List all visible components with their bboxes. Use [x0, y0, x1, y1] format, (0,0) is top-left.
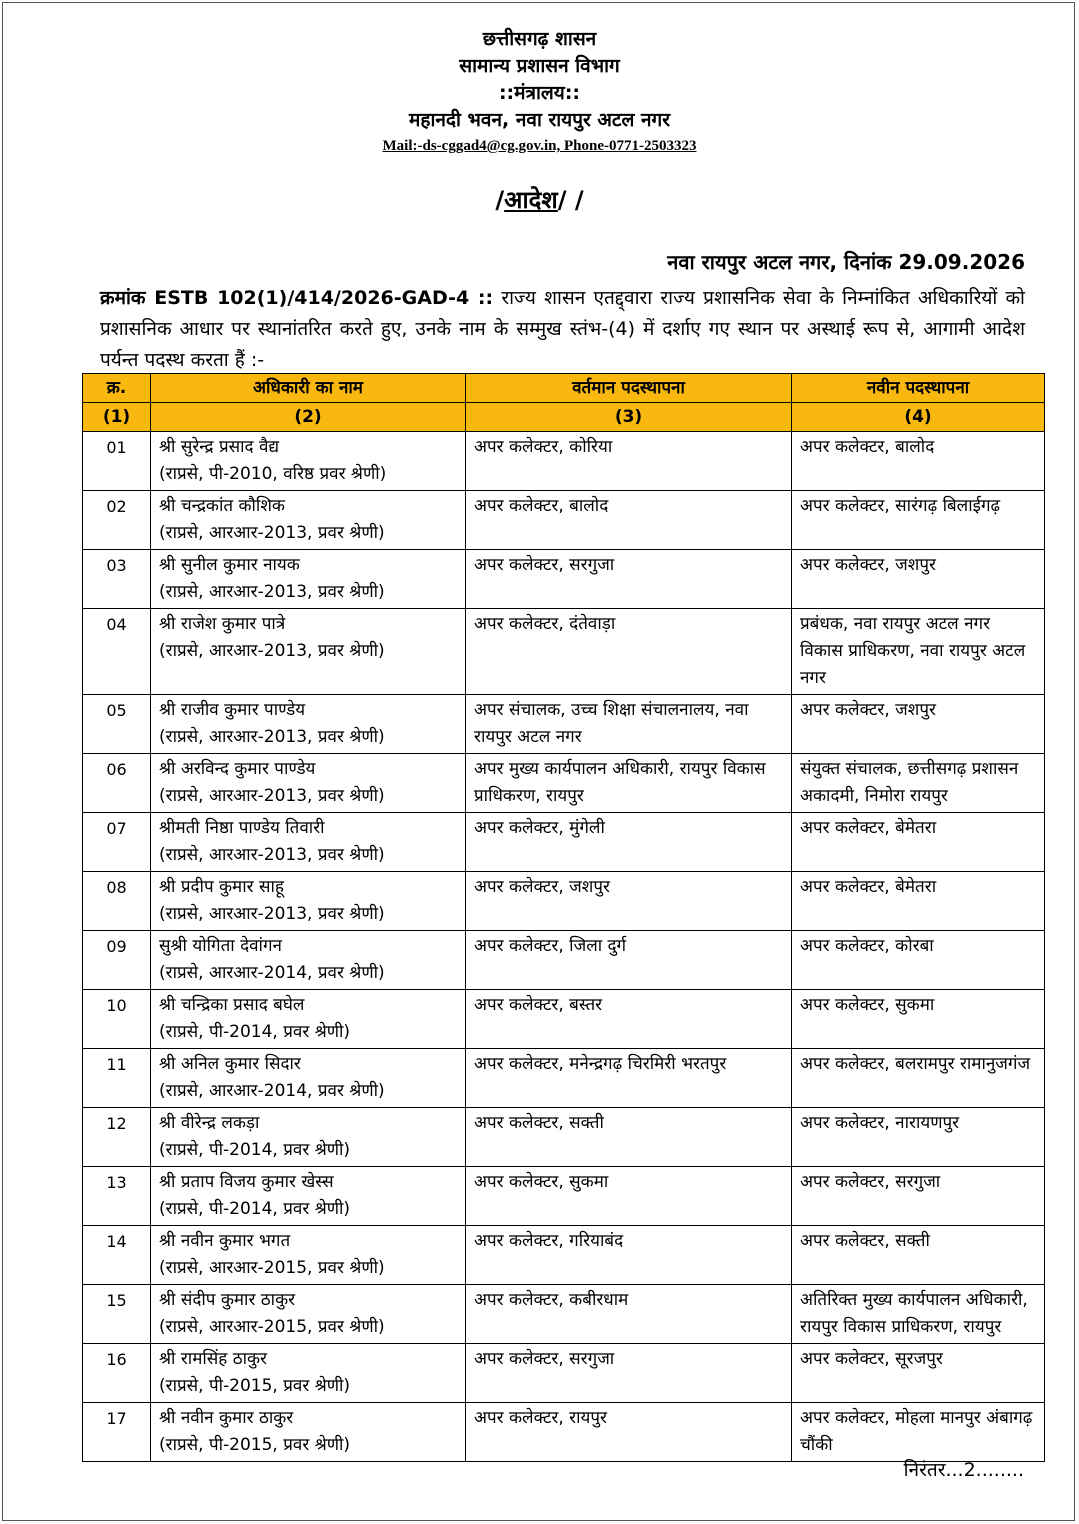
table-row — [83, 813, 1045, 872]
officer-name: श्री अरविन्द कुमार पाण्डेय — [159, 759, 316, 779]
row-officer — [151, 1403, 466, 1462]
row-new-posting: संयुक्त संचालक, छत्तीसगढ़ प्रशासन अकादमी, निमोरा रायपुर — [792, 754, 1045, 813]
row-sno: 13 — [83, 1167, 151, 1226]
row-sno: 12 — [83, 1108, 151, 1167]
row-new-posting: अपर कलेक्टर, सरगुजा — [792, 1167, 1045, 1226]
row-new-posting: अपर कलेक्टर, कोरबा — [792, 931, 1045, 990]
contact-info: Mail:-ds-cggad4@cg.gov.in, Phone-0771-2503323 — [382, 138, 697, 154]
row-current-posting: अपर मुख्य कार्यपालन अधिकारी, रायपुर विकास प्राधिकरण, रायपुर — [466, 754, 792, 813]
order-title-word: आदेश — [504, 186, 558, 214]
row-new-posting: अपर कलेक्टर, सारंगढ़ बिलाईगढ़ — [792, 491, 1045, 550]
row-current-posting: अपर कलेक्टर, सरगुजा — [466, 1344, 792, 1403]
row-new-posting: अपर कलेक्टर, जशपुर — [792, 550, 1045, 609]
row-officer — [151, 813, 466, 872]
department-name: सामान्य प्रशासन विभाग — [459, 55, 620, 77]
intro-text: राज्य शासन एतद्द्वारा राज्य प्रशासनिक सेवा के निम्नांकित अधिकारियों को प्रशासनिक आधार पर स्थानांतरित करते हुए, उनके नाम के सम्मुख स्तंभ-(4) में दर्शाए गए स्थान पर अस्थाई रूप से, आगामी आदेश पर्यन्त पदस्थ करता हैं :- — [100, 287, 1025, 371]
row-sno: 02 — [83, 491, 151, 550]
table-row — [83, 931, 1045, 990]
row-current-posting: अपर कलेक्टर, सक्ती — [466, 1108, 792, 1167]
row-sno: 09 — [83, 931, 151, 990]
officer-service: (राप्रसे, आरआर-2013, प्रवर श्रेणी) — [159, 641, 385, 661]
row-sno: 15 — [83, 1285, 151, 1344]
table-row — [83, 754, 1045, 813]
row-new-posting: अपर कलेक्टर, नारायणपुर — [792, 1108, 1045, 1167]
officer-service: (राप्रसे, आरआर-2013, प्रवर श्रेणी) — [159, 582, 385, 602]
row-current-posting: अपर कलेक्टर, सरगुजा — [466, 550, 792, 609]
govt-name: छत्तीसगढ़ शासन — [482, 28, 597, 50]
row-new-posting: अपर कलेक्टर, बलरामपुर रामानुजगंज — [792, 1049, 1045, 1108]
row-new-posting: अपर कलेक्टर, बेमेतरा — [792, 872, 1045, 931]
officer-service: (राप्रसे, पी-2014, प्रवर श्रेणी) — [159, 1199, 351, 1219]
officer-name: श्री राजेश कुमार पात्रे — [159, 614, 286, 634]
row-new-posting: अपर कलेक्टर, बालोद — [792, 432, 1045, 491]
row-officer — [151, 931, 466, 990]
officer-service: (राप्रसे, पी-2015, प्रवर श्रेणी) — [159, 1435, 351, 1455]
row-current-posting: अपर कलेक्टर, दंतेवाड़ा — [466, 609, 792, 695]
table-colnum-row — [83, 403, 1045, 432]
row-sno: 01 — [83, 432, 151, 491]
row-sno: 06 — [83, 754, 151, 813]
row-officer — [151, 1285, 466, 1344]
row-new-posting: अतिरिक्त मुख्य कार्यपालन अधिकारी, रायपुर विकास प्राधिकरण, रायपुर — [792, 1285, 1045, 1344]
row-current-posting: अपर कलेक्टर, बालोद — [466, 491, 792, 550]
officer-service: (राप्रसे, आरआर-2013, प्रवर श्रेणी) — [159, 523, 385, 543]
row-current-posting: अपर कलेक्टर, सुकमा — [466, 1167, 792, 1226]
order-title — [0, 183, 1079, 216]
row-current-posting: अपर कलेक्टर, जशपुर — [466, 872, 792, 931]
officer-service: (राप्रसे, आरआर-2014, प्रवर श्रेणी) — [159, 1081, 385, 1101]
table-row — [83, 550, 1045, 609]
row-new-posting: अपर कलेक्टर, जशपुर — [792, 695, 1045, 754]
row-new-posting: अपर कलेक्टर, सक्ती — [792, 1226, 1045, 1285]
officer-service: (राप्रसे, आरआर-2015, प्रवर श्रेणी) — [159, 1258, 385, 1278]
officer-service: (राप्रसे, आरआर-2013, प्रवर श्रेणी) — [159, 786, 385, 806]
officer-name: श्री सुनील कुमार नायक — [159, 555, 300, 575]
table-row — [83, 609, 1045, 695]
table-row — [83, 1049, 1045, 1108]
officer-name: श्री रामसिंह ठाकुर — [159, 1349, 267, 1369]
table-row — [83, 990, 1045, 1049]
row-officer — [151, 491, 466, 550]
row-officer — [151, 1108, 466, 1167]
table-row — [83, 872, 1045, 931]
row-new-posting: प्रबंधक, नवा रायपुर अटल नगर विकास प्राधिकरण, नवा रायपुर अटल नगर — [792, 609, 1045, 695]
row-sno: 10 — [83, 990, 151, 1049]
row-sno: 04 — [83, 609, 151, 695]
document-header — [0, 26, 1079, 158]
row-officer — [151, 754, 466, 813]
table-row — [83, 1226, 1045, 1285]
row-officer — [151, 609, 466, 695]
row-current-posting: अपर कलेक्टर, मनेन्द्रगढ़ चिरमिरी भरतपुर — [466, 1049, 792, 1108]
row-sno: 03 — [83, 550, 151, 609]
row-new-posting: अपर कलेक्टर, सूरजपुर — [792, 1344, 1045, 1403]
officer-name: श्री अनिल कुमार सिदार — [159, 1054, 301, 1074]
officer-name: सुश्री योगिता देवांगन — [159, 936, 282, 956]
row-current-posting: अपर कलेक्टर, रायपुर — [466, 1403, 792, 1462]
officer-service: (राप्रसे, पी-2015, प्रवर श्रेणी) — [159, 1376, 351, 1396]
row-officer — [151, 1344, 466, 1403]
table-row — [83, 1167, 1045, 1226]
header-sno: क्र. — [83, 374, 151, 403]
row-officer — [151, 1049, 466, 1108]
officer-service: (राप्रसे, आरआर-2015, प्रवर श्रेणी) — [159, 1317, 385, 1337]
row-sno: 05 — [83, 695, 151, 754]
officer-name: श्री चन्द्रकांत कौशिक — [159, 496, 285, 516]
table-row — [83, 695, 1045, 754]
row-officer — [151, 990, 466, 1049]
colnum-1: (1) — [83, 403, 151, 432]
row-officer — [151, 872, 466, 931]
row-sno: 17 — [83, 1403, 151, 1462]
address: महानदी भवन, नवा रायपुर अटल नगर — [409, 109, 670, 131]
officer-name: श्री प्रताप विजय कुमार खेस्स — [159, 1172, 334, 1192]
row-officer — [151, 432, 466, 491]
colnum-2: (2) — [151, 403, 466, 432]
row-current-posting: अपर कलेक्टर, कोरिया — [466, 432, 792, 491]
officer-name: श्री नवीन कुमार भगत — [159, 1231, 291, 1251]
officer-name: श्री वीरेन्द्र लकड़ा — [159, 1113, 260, 1133]
row-current-posting: अपर कलेक्टर, कबीरधाम — [466, 1285, 792, 1344]
header-officer-name: अधिकारी का नाम — [151, 374, 466, 403]
table-row — [83, 1108, 1045, 1167]
row-officer — [151, 695, 466, 754]
officer-name: श्रीमती निष्ठा पाण्डेय तिवारी — [159, 818, 325, 838]
officer-service: (राप्रसे, आरआर-2014, प्रवर श्रेणी) — [159, 963, 385, 983]
officer-service: (राप्रसे, आरआर-2013, प्रवर श्रेणी) — [159, 845, 385, 865]
officer-name: श्री संदीप कुमार ठाकुर — [159, 1290, 296, 1310]
table-row — [83, 432, 1045, 491]
officer-name: श्री नवीन कुमार ठाकुर — [159, 1408, 294, 1428]
colnum-3: (3) — [466, 403, 792, 432]
officer-name: श्री प्रदीप कुमार साहू — [159, 877, 284, 897]
officer-service: (राप्रसे, आरआर-2013, प्रवर श्रेणी) — [159, 727, 385, 747]
row-current-posting: अपर कलेक्टर, मुंगेली — [466, 813, 792, 872]
place-date: नवा रायपुर अटल नगर, दिनांक 29.09.2026 — [667, 250, 1025, 274]
row-current-posting: अपर संचालक, उच्च शिक्षा संचालनालय, नवा रायपुर अटल नगर — [466, 695, 792, 754]
continued-note: निरंतर...2........ — [903, 1459, 1024, 1481]
row-new-posting: अपर कलेक्टर, सुकमा — [792, 990, 1045, 1049]
header-new-posting: नवीन पदस्थापना — [792, 374, 1045, 403]
table-row — [83, 1285, 1045, 1344]
row-sno: 16 — [83, 1344, 151, 1403]
row-current-posting: अपर कलेक्टर, गरियाबंद — [466, 1226, 792, 1285]
row-sno: 08 — [83, 872, 151, 931]
row-new-posting: अपर कलेक्टर, मोहला मानपुर अंबागढ़ चौंकी — [792, 1403, 1045, 1462]
row-sno: 11 — [83, 1049, 151, 1108]
table-header-row — [83, 374, 1045, 403]
row-new-posting: अपर कलेक्टर, बेमेतरा — [792, 813, 1045, 872]
officer-name: श्री चन्द्रिका प्रसाद बघेल — [159, 995, 305, 1015]
table-row — [83, 1403, 1045, 1462]
row-current-posting: अपर कलेक्टर, बस्तर — [466, 990, 792, 1049]
officer-name: श्री राजीव कुमार पाण्डेय — [159, 700, 306, 720]
row-current-posting: अपर कलेक्टर, जिला दुर्ग — [466, 931, 792, 990]
colnum-4: (4) — [792, 403, 1045, 432]
row-officer — [151, 1167, 466, 1226]
row-officer — [151, 1226, 466, 1285]
table-body — [83, 432, 1045, 1462]
header-current-posting: वर्तमान पदस्थापना — [466, 374, 792, 403]
row-sno: 07 — [83, 813, 151, 872]
officer-name: श्री सुरेन्द्र प्रसाद वैद्य — [159, 437, 280, 457]
ministry-label: ::मंत्रालय:: — [498, 82, 581, 104]
row-sno: 14 — [83, 1226, 151, 1285]
transfer-table — [82, 373, 1045, 1462]
table-row — [83, 491, 1045, 550]
order-title-prefix: / — [495, 186, 505, 214]
officer-service: (राप्रसे, पी-2010, वरिष्ठ प्रवर श्रेणी) — [159, 464, 387, 484]
order-reference: क्रमांक ESTB 102(1)/414/2026-GAD-4 :: — [100, 287, 494, 309]
table-row — [83, 1344, 1045, 1403]
officer-service: (राप्रसे, पी-2014, प्रवर श्रेणी) — [159, 1022, 351, 1042]
row-officer — [151, 550, 466, 609]
order-title-suffix: / / — [557, 186, 584, 214]
officer-service: (राप्रसे, पी-2014, प्रवर श्रेणी) — [159, 1140, 351, 1160]
intro-paragraph — [100, 283, 1025, 376]
officer-service: (राप्रसे, आरआर-2013, प्रवर श्रेणी) — [159, 904, 385, 924]
